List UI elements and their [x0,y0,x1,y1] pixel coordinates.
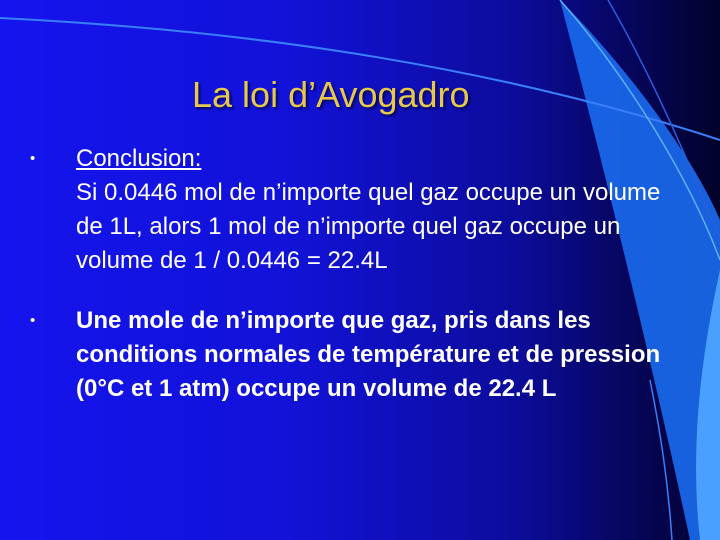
slide-title: La loi d’Avogadro [192,74,470,115]
bullet-dot-icon: • [30,312,36,329]
bullet-text: Une mole de n’importe que gaz, pris dans les conditions normales de température et de pression (0°C et 1 atm) occupe un volume de 22.4 L [76,307,661,402]
bullet-conclusion [30,142,690,278]
bullet-heading: Conclusion: [76,145,202,172]
bullet-list [30,142,690,406]
bullet-dot-icon: • [30,150,36,167]
bullet-text: Si 0.0446 mol de n’importe quel gaz occupe un volume de 1L, alors 1 mol de n’importe quel gaz occupe un volume de 1 / 0.0446 = 22.4L [76,179,661,274]
bullet-definition [30,304,690,406]
